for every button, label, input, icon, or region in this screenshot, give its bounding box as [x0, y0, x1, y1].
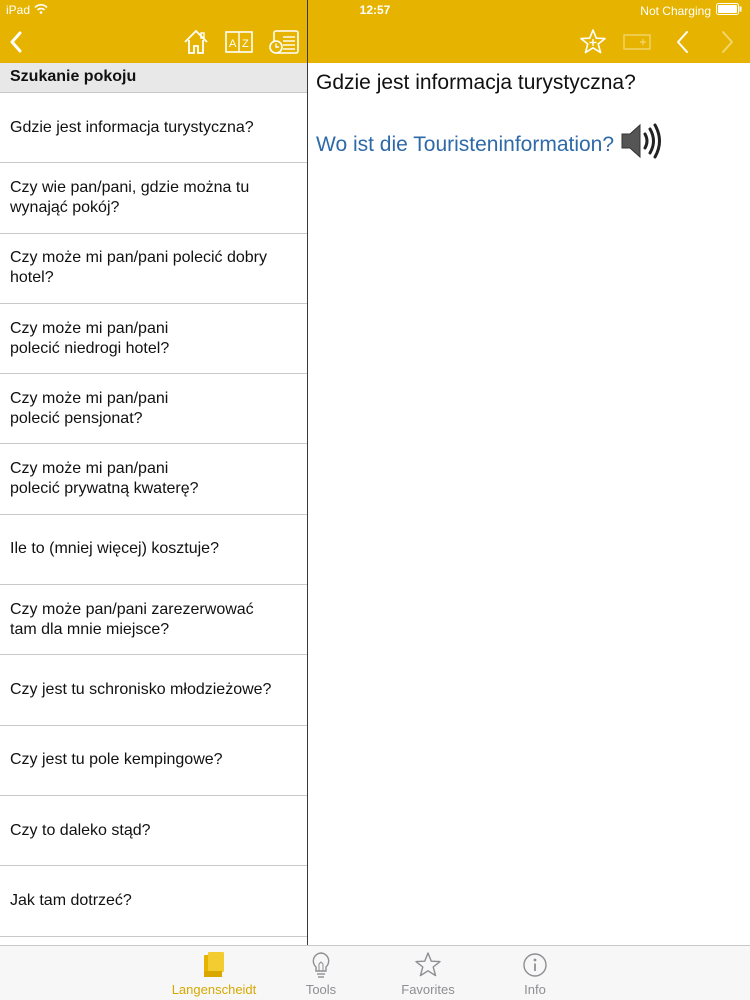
back-button[interactable]	[4, 28, 28, 56]
charging-indicator	[640, 3, 742, 18]
detail-pane	[308, 63, 750, 945]
svg-text:A: A	[229, 38, 237, 50]
battery-icon	[716, 3, 742, 18]
next-entry-button[interactable]	[716, 28, 740, 56]
detail-answer: Wo ist die Touristeninformation?	[316, 133, 615, 156]
az-index-button[interactable]	[224, 27, 254, 57]
list-item[interactable]: Czy może pan/pani zarezerwować tam dla mnie miejsce?	[0, 585, 307, 655]
speaker-icon	[620, 121, 662, 161]
detail-question: Gdzie jest informacja turystyczna?	[316, 71, 636, 94]
list-item[interactable]: Czy może mi pan/pani polecić pensjonat?	[0, 374, 307, 444]
status-bar	[0, 0, 750, 20]
chevron-right-icon	[721, 30, 735, 54]
list-item[interactable]: Gdzie jest informacja turystyczna?	[0, 93, 307, 163]
history-list-icon	[269, 29, 299, 55]
list-item[interactable]: Czy jest tu pole kempingowe?	[0, 726, 307, 796]
tab-favorites[interactable]	[378, 950, 478, 997]
tab-label: Favorites	[401, 982, 455, 997]
list-item[interactable]: Jak tam dotrzeć?	[0, 866, 307, 936]
lightbulb-icon	[310, 951, 332, 979]
tab-label: Langenscheidt	[171, 982, 257, 997]
list-item[interactable]: Ile to (mniej więcej) kosztuje?	[0, 515, 307, 585]
phrase-list-pane	[0, 63, 307, 945]
previous-entry-button[interactable]	[670, 28, 694, 56]
charging-label: Not Charging	[640, 3, 711, 18]
a-z-index-icon	[225, 29, 253, 55]
home-icon	[182, 28, 210, 56]
tab-label: Tools	[305, 982, 337, 997]
carrier-label: iPad	[6, 3, 31, 17]
star-icon	[414, 951, 442, 979]
info-icon	[522, 952, 548, 978]
list-item[interactable]: Czy wie pan/pani, gdzie można tu wynająć pokój?	[0, 163, 307, 233]
list-item[interactable]: Czy może mi pan/pani polecić niedrogi hotel?	[0, 304, 307, 374]
play-audio-button[interactable]	[620, 121, 662, 166]
add-card-icon	[622, 31, 652, 53]
list-item[interactable]: Czy może mi pan/pani polecić dobry hotel?	[0, 234, 307, 304]
status-time: 12:57	[359, 3, 391, 17]
phrase-list	[0, 93, 307, 937]
list-item[interactable]: Czy to daleko stąd?	[0, 796, 307, 866]
add-favorite-button[interactable]	[578, 27, 608, 57]
chevron-left-icon	[9, 31, 23, 53]
list-item[interactable]: Czy może mi pan/pani polecić prywatną kwaterę?	[0, 444, 307, 514]
add-card-button[interactable]	[621, 28, 653, 56]
history-button[interactable]	[268, 27, 300, 57]
tab-tools[interactable]	[271, 950, 371, 997]
home-button[interactable]	[181, 27, 211, 57]
tab-langenscheidt[interactable]	[164, 950, 264, 997]
tab-label: Info	[524, 982, 546, 997]
chevron-left-icon	[675, 30, 689, 54]
list-item[interactable]: Czy jest tu schronisko młodzieżowe?	[0, 655, 307, 725]
star-add-icon	[579, 28, 607, 56]
svg-text:Z: Z	[242, 38, 249, 50]
tab-bar	[0, 945, 750, 1000]
section-title: Szukanie pokoju	[0, 63, 307, 93]
book-icon	[202, 951, 226, 979]
top-bar	[0, 0, 750, 63]
detail-answer-row	[316, 121, 742, 166]
tab-info[interactable]	[485, 950, 585, 997]
